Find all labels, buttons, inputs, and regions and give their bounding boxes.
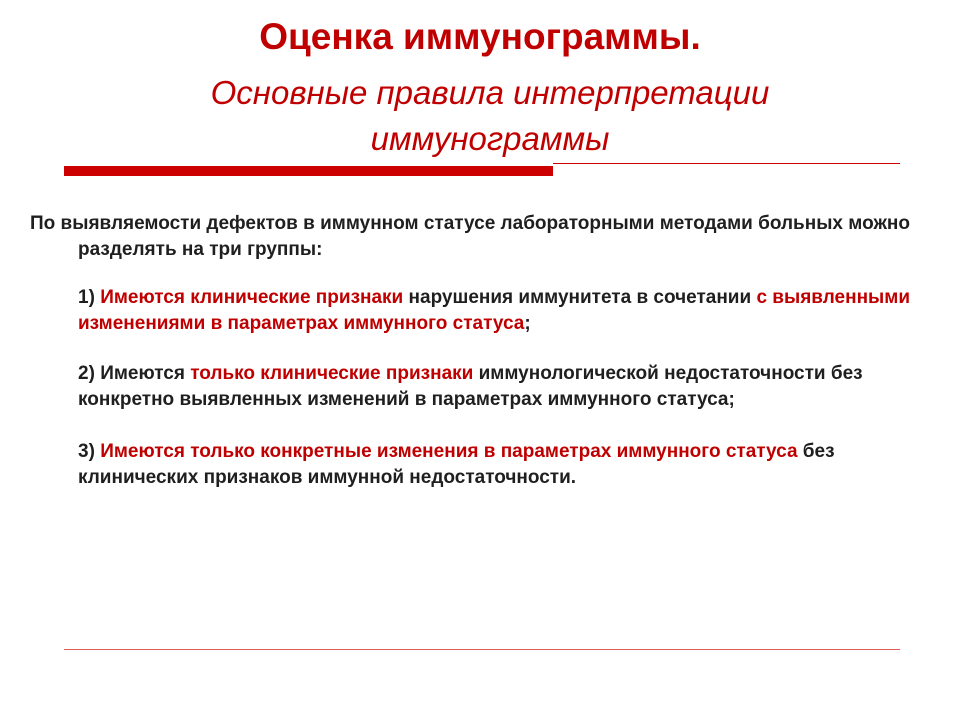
plain-text: нарушения иммунитета в сочетании [403,287,757,308]
group-item-2 [78,361,946,413]
highlight-text: Имеются клинические признаки [100,287,404,308]
group-item-number: 2) [78,363,101,384]
slide-subtitle: Основные правила интерпретации иммунограммы [210,74,770,157]
group-item-1 [78,285,946,337]
footer-divider [64,649,900,650]
group-item-3 [78,439,946,491]
plain-text: без клинических признаков иммунной недостаточности. [78,441,835,488]
plain-text: Имеются [100,363,191,384]
group-item-number: 1) [78,287,101,308]
plain-text: ; [524,313,531,334]
slide-title: Оценка иммунограммы. [259,16,701,57]
title-underline-thin [553,163,900,164]
highlight-text: с выявленными изменениями в параметрах иммунного статуса [78,287,911,334]
plain-text: иммунологической недостаточности без конкретно выявленных изменений в параметрах иммунного статуса; [78,363,863,410]
title-underline-thick [64,166,553,176]
highlight-text: только клинические признаки [190,363,474,384]
group-item-number: 3) [78,441,101,462]
intro-paragraph: По выявляемости дефектов в иммунном статусе лабораторными методами больных можно разделять на три группы: [30,213,910,260]
slide-body [30,211,946,491]
highlight-text: Имеются только конкретные изменения в параметрах иммунного статуса [100,441,798,462]
